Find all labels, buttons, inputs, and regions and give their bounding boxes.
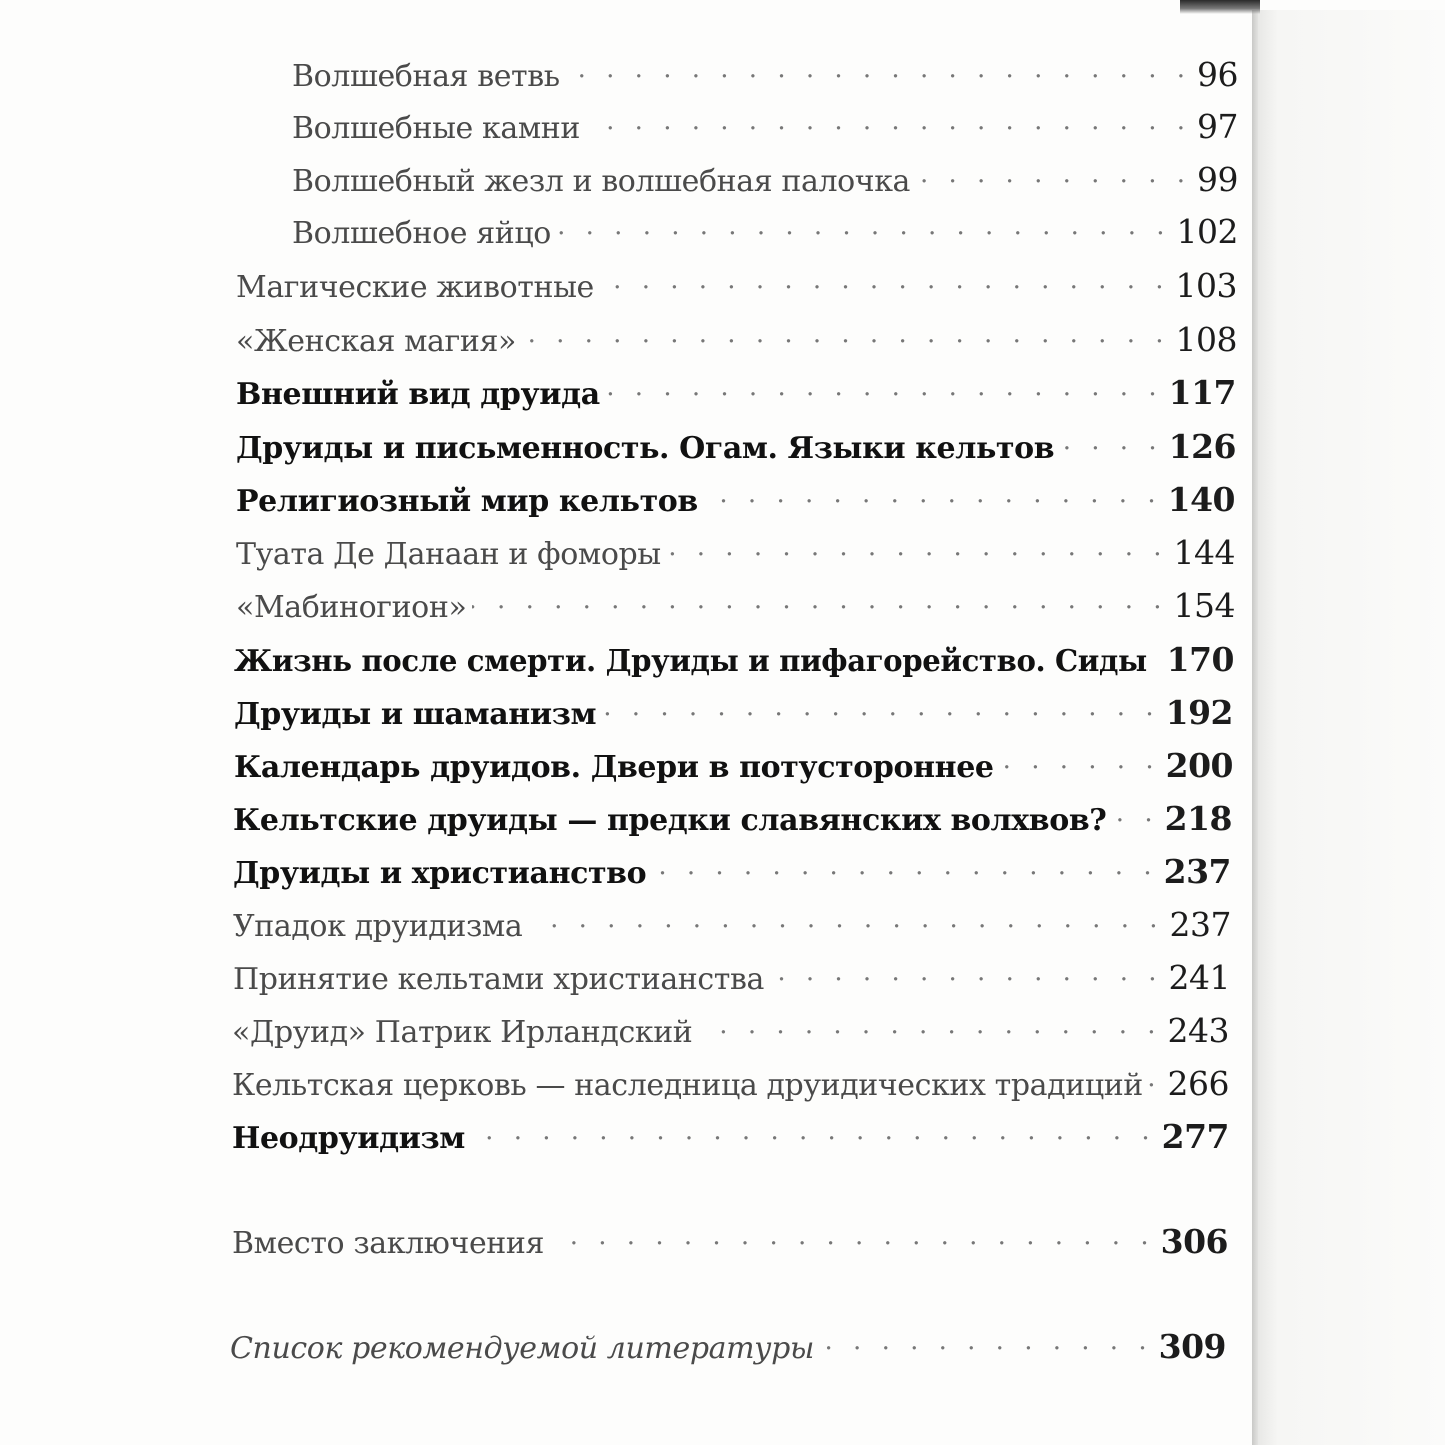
toc-leader-dots (550, 1227, 1155, 1253)
toc-entry-title: Магические животные (236, 270, 594, 305)
toc-entry-page: 266 (1167, 1064, 1229, 1103)
toc-leader-dots (600, 271, 1170, 297)
toc-entry-title: Друиды и христианство (233, 856, 647, 891)
toc-entry (236, 427, 1236, 466)
toc-entry (234, 640, 1234, 679)
toc-entry-title: Список рекомендуемой литературы (230, 1331, 814, 1366)
toc-entry-title: «Мабиногион» (236, 590, 467, 625)
toc-entry (232, 1011, 1229, 1050)
toc-entry-title: Жизнь после смерти. Друиды и пифагорейство. Сиды (234, 644, 1147, 679)
toc-leader-dots (566, 60, 1191, 86)
toc-leader-dots (606, 378, 1163, 404)
toc-entry (236, 320, 1237, 359)
toc-entry-page: 192 (1165, 693, 1233, 732)
toc-leader-dots (1060, 432, 1162, 458)
toc-entry-title: Волшебные камни (292, 111, 580, 146)
toc-entry-title: Вместо заключения (232, 1226, 545, 1261)
toc-leader-dots (1153, 645, 1161, 671)
toc-entry-page: 237 (1163, 852, 1231, 891)
toc-entry (292, 212, 1238, 251)
toc-leader-dots (1112, 804, 1158, 830)
toc-entry (232, 1064, 1229, 1103)
toc-entry-page: 237 (1169, 905, 1231, 944)
toc-entry-page: 277 (1161, 1117, 1229, 1156)
toc-entry-title: Кельтские друиды — предки славянских волхвов? (233, 803, 1107, 838)
toc-entry-page: 154 (1173, 586, 1235, 625)
toc-leader-dots (557, 217, 1171, 243)
toc-entry (292, 55, 1238, 94)
toc-entry (236, 533, 1235, 572)
toc-entry (233, 852, 1231, 891)
toc-entry-page: 200 (1165, 746, 1233, 785)
toc-leader-dots (1000, 751, 1160, 777)
toc-entry (233, 905, 1231, 944)
toc-entry-page: 144 (1173, 533, 1235, 572)
toc-entry-page: 126 (1168, 427, 1236, 466)
toc-leader-dots (1149, 1069, 1162, 1095)
toc-entry-title: Календарь друидов. Двери в потустороннее (234, 750, 994, 785)
toc-entry-title: Упадок друидизма (233, 909, 523, 944)
toc-entry-title: «Друид» Патрик Ирландский (232, 1015, 693, 1050)
toc-entry-title: Волшебная ветвь (292, 59, 560, 94)
toc-leader-dots (770, 963, 1163, 989)
toc-leader-dots (472, 591, 1167, 617)
toc-entry-page: 103 (1175, 266, 1237, 305)
toc-entry-page: 96 (1197, 55, 1238, 94)
toc-entry (233, 799, 1232, 838)
toc-entry-page: 99 (1197, 160, 1238, 199)
toc-leader-dots (471, 1122, 1156, 1148)
toc-leader-dots (667, 538, 1168, 564)
toc-entry-title: Религиозный мир кельтов (236, 484, 698, 519)
toc-entry (236, 480, 1235, 519)
toc-entry-title: Кельтская церковь — наследница друидических традиций (232, 1068, 1143, 1103)
book-spine-shadow (1258, 10, 1445, 1445)
toc-entry (236, 266, 1237, 305)
toc-entry-title: Туата Де Данаан и фоморы (236, 537, 661, 572)
toc-entry-page: 140 (1167, 480, 1235, 519)
toc-entry (234, 693, 1233, 732)
toc-entry-page: 218 (1164, 799, 1232, 838)
toc-leader-dots (528, 910, 1163, 936)
toc-entry (292, 160, 1238, 199)
toc-entry (230, 1327, 1226, 1366)
toc-entry-page: 241 (1168, 958, 1230, 997)
toc-entry-page: 306 (1160, 1222, 1228, 1261)
toc-leader-dots (522, 325, 1170, 351)
toc-entry-page: 309 (1158, 1327, 1226, 1366)
toc-leader-dots (698, 1016, 1161, 1042)
toc-entry-title: Неодруидизм (232, 1121, 465, 1156)
toc-leader-dots (602, 698, 1160, 724)
toc-entry (234, 746, 1233, 785)
toc-entry-title: Принятие кельтами христианства (233, 962, 764, 997)
toc-entry-title: Внешний вид друида (236, 377, 600, 412)
toc-leader-dots (916, 165, 1191, 191)
toc-entry (233, 958, 1230, 997)
top-shadow (1180, 0, 1260, 14)
toc-leader-dots (820, 1332, 1153, 1358)
page-edge (1252, 10, 1258, 1445)
toc-entry (232, 1222, 1228, 1261)
toc-entry-page: 97 (1197, 107, 1238, 146)
toc-leader-dots (652, 857, 1157, 883)
toc-entry (292, 107, 1238, 146)
toc-entry (236, 373, 1236, 412)
toc-leader-dots (704, 485, 1162, 511)
toc-entry-title: Друиды и шаманизм (234, 697, 597, 732)
toc-entry-title: Волшебное яйцо (292, 216, 551, 251)
toc-leader-dots (586, 112, 1191, 138)
toc-entry-page: 108 (1175, 320, 1237, 359)
toc-entry-page: 170 (1166, 640, 1234, 679)
toc-entry-title: «Женская магия» (236, 324, 516, 359)
toc-entry-page: 102 (1176, 212, 1238, 251)
toc-entry-page: 243 (1167, 1011, 1229, 1050)
toc-entry (236, 586, 1235, 625)
toc-entry-title: Волшебный жезл и волшебная палочка (292, 164, 911, 199)
toc-entry-page: 117 (1168, 373, 1236, 412)
toc-entry-title: Друиды и письменность. Огам. Языки кельтов (236, 431, 1055, 466)
toc-entry (232, 1117, 1229, 1156)
